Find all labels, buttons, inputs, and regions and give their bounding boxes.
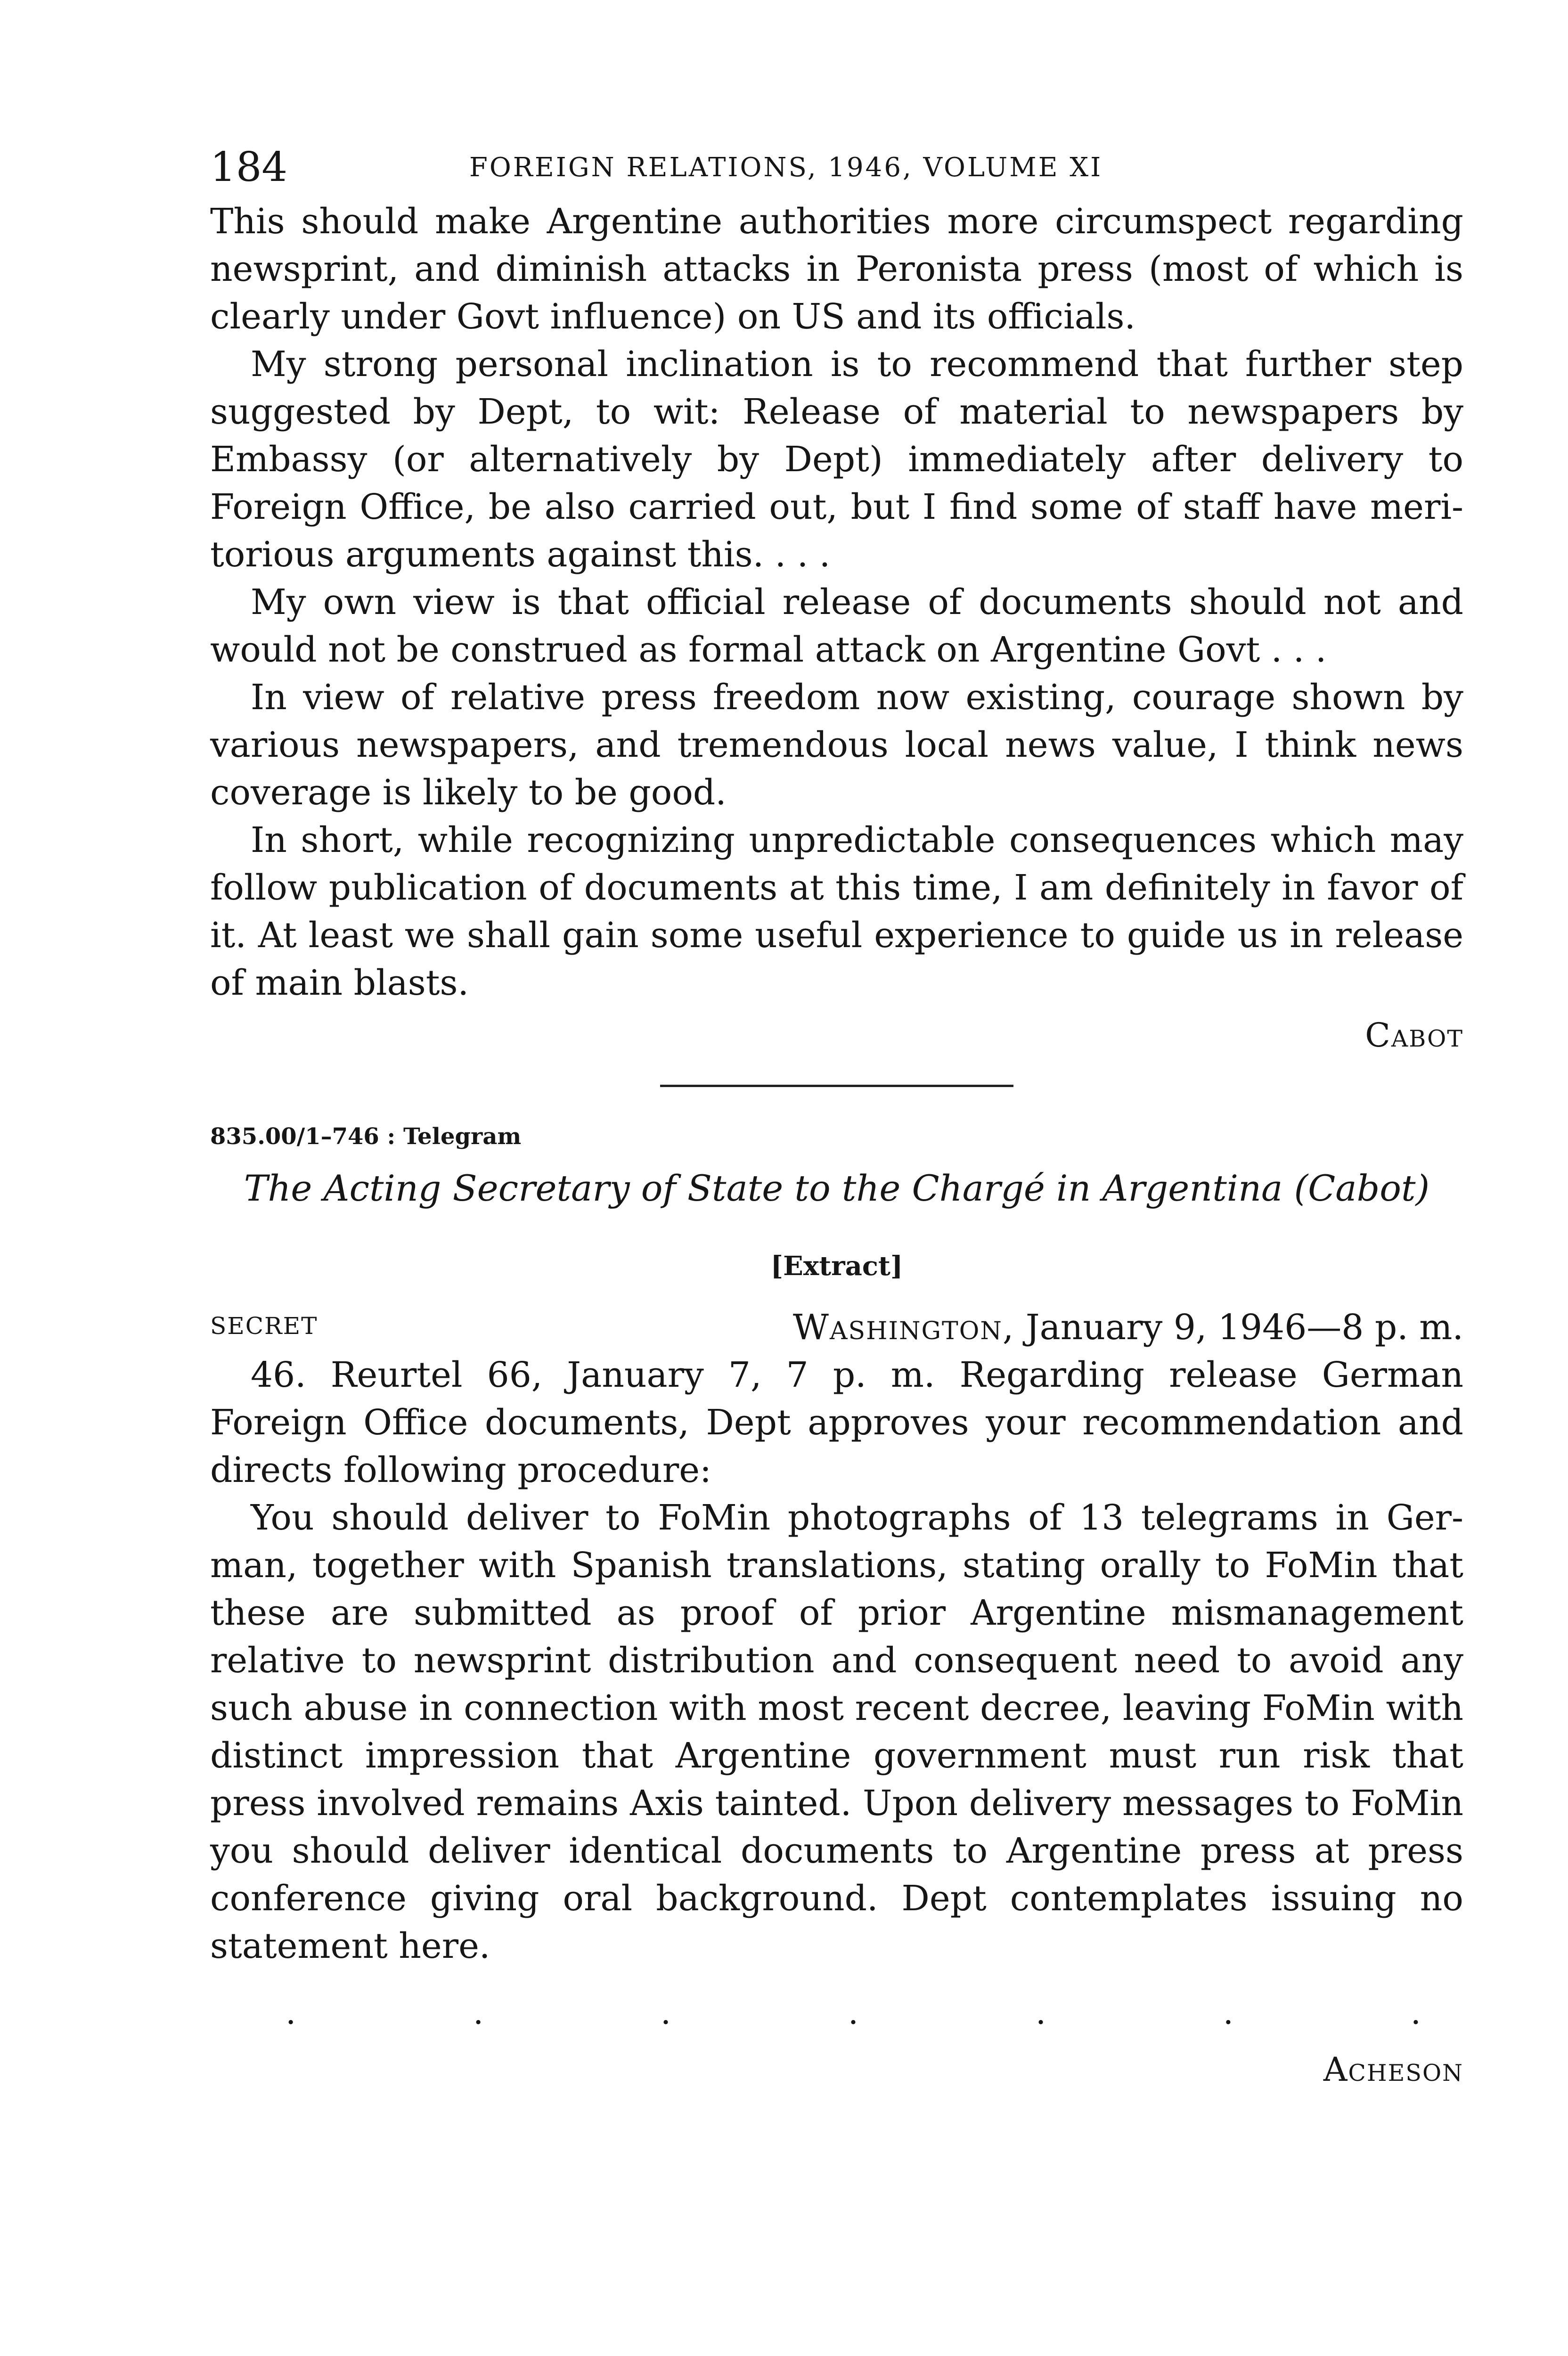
file-reference: 835.00/1–746 : Telegram [210, 1123, 522, 1150]
dateline-date: January 9, 1946—8 p. m. [1014, 1307, 1463, 1348]
doc1-paragraph-3: My own view is that official release of documents should not and would not be construed as formal attack on Argentine Govt . . . [210, 582, 1463, 670]
omission-dot: . [1223, 1993, 1234, 2032]
doc2-signature: Acheson [1323, 2050, 1463, 2089]
doc1-signature: Cabot [1365, 1016, 1463, 1055]
omission-dot: . [286, 1993, 296, 2032]
doc1-paragraph-5: In short, while recognizing unpredictable consequences which may follow publication of documents at this time, I am definitely in favor of it. At least we shall gain some useful experience to guide us in release of main blasts. [210, 820, 1463, 1003]
document-2-body [210, 1351, 1463, 1970]
running-head [210, 141, 1463, 198]
page-number: 184 [210, 144, 288, 191]
omission-dots [210, 1989, 1463, 2037]
section-divider [660, 1085, 1013, 1087]
running-title: FOREIGN RELATIONS, 1946, VOLUME XI [469, 152, 1103, 183]
document-page [210, 141, 1463, 2093]
omission-dot: . [1410, 1993, 1421, 2032]
omission-dot: . [848, 1993, 859, 2032]
doc1-paragraph-1: This should make Argentine authorities more circumspect regarding newsprint, and diminish attacks in Peronista press (most of which is clearly under Govt influence) on US and its officials. [210, 201, 1463, 337]
doc1-paragraph-2: My strong personal inclination is to recommend that further step suggested by Dept, to wit: Release of material to newspapers by Embassy (or alternatively by Dept) immediately after delivery to Foreign Office, be also carried out, but I find some of staff have meritorious arguments against this. . . . [210, 344, 1463, 575]
document-title: The Acting Secretary of State to the Chargé in Argentina (Cabot) [244, 1167, 1430, 1209]
dateline-place: Washington, [792, 1307, 1015, 1348]
document-1-body [210, 198, 1463, 1007]
omission-dot: . [660, 1993, 671, 2032]
omission-dot: . [1035, 1993, 1046, 2032]
doc2-paragraph-1: 46. Reurtel 66, January 7, 7 p. m. Regarding release German Foreign Office documents, Dept approves your recommendation and directs following procedure: [210, 1355, 1463, 1490]
dateline [793, 1304, 1463, 1351]
omission-dot: . [473, 1993, 484, 2032]
dateline-row [210, 1304, 1463, 1351]
doc1-paragraph-4: In view of relative press freedom now existing, courage shown by various newspapers, and tremendous local news value, I think news coverage is likely to be good. [210, 677, 1463, 813]
extract-label: [Extract] [770, 1251, 903, 1282]
classification-label: SECRET [210, 1312, 318, 1340]
doc2-paragraph-2: You should deliver to FoMin photographs of 13 telegrams in German, together with Spanish translations, stating orally to FoMin that these are submitted as proof of prior Argentine mismanagement relative to newsprint distribution and consequent need to avoid any such abuse in connection with most recent decree, leaving FoMin with distinct impression that Argentine government must run risk that press involved remains Axis tainted. Upon delivery messages to FoMin you should deliver identical documents to Argentine press at press conference giving oral background. Dept contemplates issuing no statement here. [210, 1497, 1463, 1966]
